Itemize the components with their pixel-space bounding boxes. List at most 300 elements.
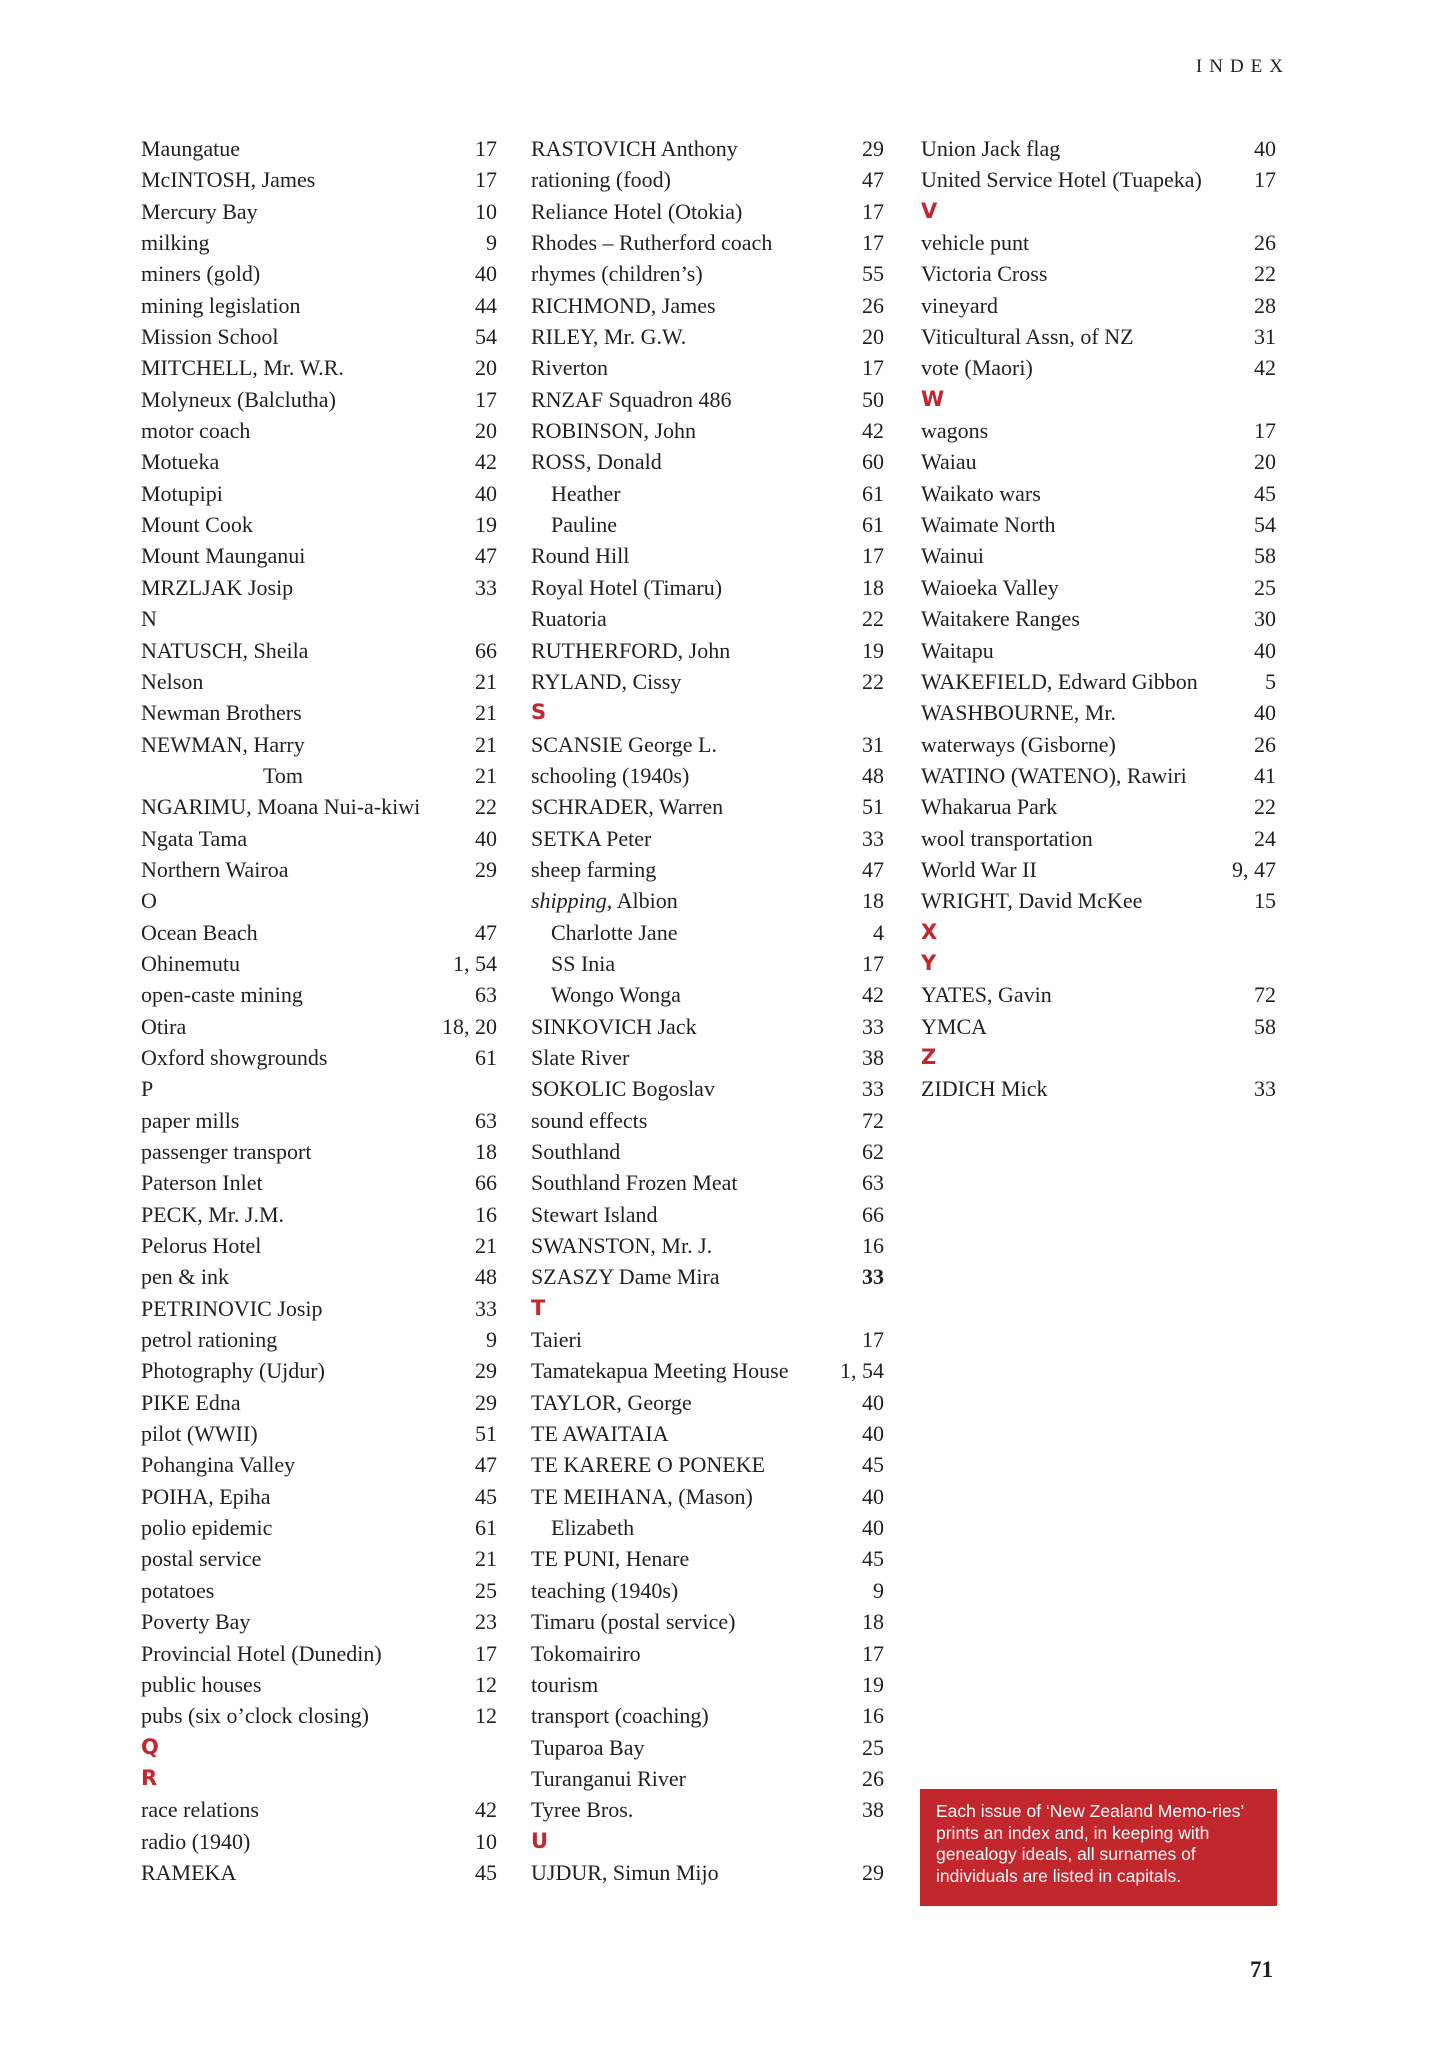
index-entry — [141, 572, 497, 603]
entry-pages: 50 — [862, 386, 884, 412]
index-entry — [531, 196, 884, 227]
entry-term: Southland — [531, 1139, 621, 1164]
index-entry — [921, 697, 1276, 728]
entry-term: Newman Brothers — [141, 700, 302, 726]
entry-term: sound effects — [531, 1107, 648, 1133]
entry-term: Ohinemutu — [141, 950, 240, 976]
index-entry — [141, 1387, 497, 1418]
entry-term: Southland Frozen Meat — [531, 1170, 738, 1196]
entry-pages: 21 — [475, 700, 497, 726]
entry-term: Otira — [141, 1013, 187, 1039]
index-entry — [531, 572, 884, 603]
entry-term: Waitapu — [921, 637, 994, 663]
entry-term: Maungatue — [141, 136, 240, 161]
letter-heading: Z — [921, 1044, 937, 1069]
entry-term: paper mills — [141, 1107, 240, 1133]
entry-pages: 33 — [475, 1295, 497, 1321]
note-box — [920, 1789, 1277, 1906]
entry-pages: 40 — [475, 825, 497, 851]
entry-term: race relations — [141, 1797, 259, 1823]
entry-term: pubs (six o’clock closing) — [141, 1703, 369, 1729]
index-entry — [141, 1669, 497, 1700]
index-entry — [141, 415, 497, 446]
entry-term: vote (Maori) — [921, 355, 1033, 381]
index-entry — [141, 948, 497, 979]
index-entry — [531, 227, 884, 258]
index-entry — [141, 352, 497, 383]
entry-pages: 45 — [1254, 480, 1276, 506]
entry-pages: 18, 20 — [442, 1013, 497, 1039]
entry-pages: 26 — [862, 1765, 884, 1791]
entry-pages: 20 — [475, 355, 497, 381]
entry-term: UJDUR, Simun Mijo — [531, 1859, 719, 1885]
letter-heading: O — [141, 888, 157, 914]
letter-heading: Y — [921, 950, 937, 975]
entry-term: waterways (Gisborne) — [921, 731, 1116, 757]
entry-term: United Service Hotel (Tuapeka) — [921, 167, 1202, 193]
index-entry — [141, 1261, 497, 1292]
index-entry — [141, 446, 497, 477]
entry-term: PIKE Edna — [141, 1389, 241, 1415]
index-entry — [141, 1700, 497, 1731]
index-entry — [531, 1638, 884, 1669]
entry-pages: 45 — [862, 1546, 884, 1572]
entry-term: RAMEKA — [141, 1859, 237, 1885]
entry-pages: 33 — [1254, 1076, 1276, 1102]
index-entry — [531, 1732, 884, 1763]
index-entry — [141, 164, 497, 195]
entry-term: tourism — [531, 1671, 599, 1697]
entry-pages: 9, 47 — [1232, 856, 1276, 882]
entry-pages: 29 — [475, 1358, 497, 1384]
entry-term: petrol rationing — [141, 1327, 278, 1353]
entry-pages: 58 — [1254, 1013, 1276, 1039]
index-entry — [531, 1700, 884, 1731]
index-entry — [141, 917, 497, 948]
entry-pages: 48 — [475, 1264, 497, 1290]
entry-pages: 54 — [1254, 512, 1276, 538]
running-head-title: INDEX — [1195, 56, 1290, 77]
entry-term: Round Hill — [531, 543, 630, 569]
entry-pages: 16 — [862, 1233, 884, 1259]
index-entry — [531, 666, 884, 697]
entry-pages: 21 — [475, 762, 497, 788]
entry-pages: 22 — [1254, 794, 1276, 820]
entry-pages: 47 — [862, 856, 884, 882]
entry-pages: 40 — [862, 1421, 884, 1447]
letter-heading: N — [141, 606, 157, 632]
entry-term: pen & ink — [141, 1264, 229, 1290]
index-entry — [921, 227, 1276, 258]
entry-term: Tokomairiro — [531, 1640, 641, 1666]
index-entry — [531, 1136, 884, 1167]
entry-pages: 17 — [862, 230, 884, 256]
index-entry — [531, 1543, 884, 1574]
entry-pages: 61 — [475, 1044, 497, 1070]
index-subentry — [531, 917, 884, 948]
entry-pages: 22 — [862, 668, 884, 694]
entry-pages: 22 — [475, 794, 497, 820]
entry-term: Pelorus Hotel — [141, 1233, 262, 1259]
entry-pages: 33 — [862, 825, 884, 851]
entry-term: Turanganui River — [531, 1765, 687, 1791]
entry-term: YMCA — [921, 1013, 988, 1039]
entry-pages: 1, 54 — [453, 950, 497, 976]
entry-pages: 1, 54 — [840, 1358, 884, 1384]
entry-term: ROSS, Donald — [531, 449, 662, 475]
entry-pages: 62 — [862, 1139, 884, 1164]
entry-pages: 12 — [475, 1671, 497, 1697]
entry-pages: 41 — [1254, 762, 1276, 788]
index-entry — [921, 635, 1276, 666]
entry-pages: 47 — [475, 919, 497, 945]
entry-pages: 33 — [862, 1076, 884, 1102]
entry-term: Northern Wairoa — [141, 856, 289, 882]
index-entry — [141, 1449, 497, 1480]
entry-term: Tuparoa Bay — [531, 1734, 645, 1760]
index-entry — [531, 258, 884, 289]
entry-term: Charlotte Jane — [551, 919, 678, 945]
entry-term: Nelson — [141, 668, 204, 694]
entry-term: Motueka — [141, 449, 220, 475]
index-entry — [531, 885, 884, 916]
index-entry — [141, 478, 497, 509]
entry-term: Timaru (postal service) — [531, 1609, 736, 1635]
entry-pages: 21 — [475, 1233, 497, 1259]
index-entry — [531, 1042, 884, 1073]
entry-pages: 5 — [1265, 668, 1276, 694]
index-entry — [141, 1575, 497, 1606]
index-column-3 — [921, 133, 1276, 1105]
entry-term: Pohangina Valley — [141, 1452, 296, 1478]
entry-term: Victoria Cross — [921, 261, 1048, 287]
index-entry — [531, 1449, 884, 1480]
entry-pages: 29 — [475, 856, 497, 882]
entry-term: ROBINSON, John — [531, 418, 697, 444]
index-entry — [531, 1011, 884, 1042]
index-entry — [531, 1763, 884, 1794]
entry-pages: 16 — [475, 1201, 497, 1227]
entry-pages: 15 — [1254, 888, 1276, 914]
entry-term: Tyree Bros. — [531, 1797, 634, 1823]
entry-pages: 42 — [475, 449, 497, 475]
entry-term: Rhodes – Rutherford coach — [531, 230, 773, 256]
entry-pages: 10 — [475, 1828, 497, 1854]
entry-term: Stewart Island — [531, 1201, 658, 1227]
entry-pages: 22 — [862, 606, 884, 632]
entry-term-rest: Albion — [612, 888, 678, 914]
entry-pages: 48 — [862, 762, 884, 788]
entry-term: TE MEIHANA, (Mason) — [531, 1483, 753, 1509]
index-entry — [921, 352, 1276, 383]
entry-term: Wainui — [921, 543, 984, 569]
index-entry — [141, 196, 497, 227]
entry-term: MRZLJAK Josip — [141, 574, 294, 600]
index-entry — [141, 729, 497, 760]
entry-term: WATINO (WATENO), Rawiri — [921, 762, 1187, 788]
entry-pages: 24 — [1254, 825, 1276, 851]
entry-pages: 42 — [475, 1797, 497, 1823]
entry-term: SCHRADER, Warren — [531, 794, 724, 820]
entry-term: vehicle punt — [921, 230, 1030, 256]
entry-pages: 9 — [486, 230, 497, 256]
index-entry — [141, 979, 497, 1010]
entry-pages: 23 — [475, 1609, 497, 1635]
entry-term: Ruatoria — [531, 606, 607, 632]
index-entry — [531, 1481, 884, 1512]
index-entry — [531, 1418, 884, 1449]
index-entry — [141, 133, 497, 164]
entry-pages: 42 — [862, 982, 884, 1008]
index-column-1 — [141, 133, 497, 1888]
entry-term: SZASZY Dame Mira — [531, 1264, 720, 1290]
index-entry — [531, 352, 884, 383]
entry-pages: 17 — [475, 136, 497, 161]
entry-term: wool transportation — [921, 825, 1093, 851]
entry-term: potatoes — [141, 1577, 215, 1603]
index-entry — [141, 1857, 497, 1888]
entry-pages: 47 — [862, 167, 884, 193]
index-entry — [141, 635, 497, 666]
index-entry — [531, 1073, 884, 1104]
index-entry — [141, 540, 497, 571]
index-entry — [531, 133, 884, 164]
entry-pages: 19 — [862, 1671, 884, 1697]
entry-term: Waiau — [921, 449, 977, 475]
entry-term: Pauline — [551, 512, 617, 538]
entry-term: TE KARERE O PONEKE — [531, 1452, 766, 1478]
entry-term: postal service — [141, 1546, 262, 1572]
index-entry — [921, 321, 1276, 352]
entry-pages: 18 — [862, 574, 884, 600]
entry-pages: 31 — [862, 731, 884, 757]
index-entry — [921, 290, 1276, 321]
entry-pages: 55 — [862, 261, 884, 287]
entry-term: TE PUNI, Henare — [531, 1546, 690, 1572]
entry-term: wagons — [921, 418, 989, 444]
index-subentry — [531, 948, 884, 979]
index-entry — [531, 791, 884, 822]
index-entry — [921, 823, 1276, 854]
index-entry — [921, 509, 1276, 540]
index-entry — [141, 1230, 497, 1261]
entry-term-italic: shipping, — [531, 888, 613, 914]
entry-term: RUTHERFORD, John — [531, 637, 731, 663]
entry-term: Waioeka Valley — [921, 574, 1059, 600]
entry-pages: 4 — [873, 919, 884, 945]
entry-term: NATUSCH, Sheila — [141, 637, 309, 663]
index-entry — [141, 1418, 497, 1449]
index-entry — [921, 1073, 1276, 1104]
entry-pages: 17 — [862, 1327, 884, 1353]
index-entry — [141, 1355, 497, 1386]
index-entry — [531, 760, 884, 791]
index-entry — [531, 1669, 884, 1700]
index-entry — [141, 666, 497, 697]
entry-pages: 42 — [862, 418, 884, 444]
entry-term: Royal Hotel (Timaru) — [531, 574, 723, 600]
entry-term: transport (coaching) — [531, 1703, 709, 1729]
entry-term: Oxford showgrounds — [141, 1044, 328, 1070]
entry-pages: 22 — [1254, 261, 1276, 287]
index-entry — [141, 1606, 497, 1637]
index-entry — [921, 446, 1276, 477]
index-entry — [921, 258, 1276, 289]
entry-term: Ocean Beach — [141, 919, 258, 945]
index-entry — [141, 1543, 497, 1574]
entry-pages: 25 — [1254, 574, 1276, 600]
letter-heading: V — [921, 198, 938, 223]
entry-pages: 40 — [475, 261, 497, 287]
entry-pages: 21 — [475, 731, 497, 757]
index-entry — [921, 415, 1276, 446]
entry-pages: 17 — [862, 355, 884, 381]
entry-pages: 17 — [862, 198, 884, 224]
entry-term: World War II — [921, 856, 1037, 882]
entry-term: sheep farming — [531, 856, 657, 882]
entry-term: SCANSIE George L. — [531, 731, 717, 757]
entry-term: POIHA, Epiha — [141, 1483, 271, 1509]
index-entry — [141, 854, 497, 885]
entry-term: Poverty Bay — [141, 1609, 251, 1635]
index-entry — [141, 258, 497, 289]
index-entry — [141, 290, 497, 321]
entry-term: Waikato wars — [921, 480, 1041, 506]
entry-term: passenger transport — [141, 1139, 312, 1164]
entry-pages: 17 — [475, 167, 497, 193]
index-entry — [531, 1794, 884, 1825]
index-entry — [921, 478, 1276, 509]
entry-term: Union Jack flag — [921, 136, 1061, 161]
entry-term: WRIGHT, David McKee — [921, 888, 1143, 914]
index-entry — [531, 1387, 884, 1418]
entry-pages: 25 — [475, 1577, 497, 1603]
index-entry — [141, 823, 497, 854]
entry-pages: 40 — [862, 1515, 884, 1541]
entry-pages: 17 — [475, 386, 497, 412]
index-entry — [531, 1261, 884, 1292]
entry-term: SINKOVICH Jack — [531, 1013, 697, 1039]
entry-pages: 19 — [475, 512, 497, 538]
entry-term: WAKEFIELD, Edward Gibbon — [921, 668, 1198, 694]
index-entry — [141, 1136, 497, 1167]
entry-term: Mission School — [141, 324, 279, 350]
entry-term: Whakarua Park — [921, 794, 1058, 820]
entry-pages: 21 — [475, 1546, 497, 1572]
entry-pages: 54 — [475, 324, 497, 350]
entry-pages: 61 — [862, 480, 884, 506]
entry-pages: 66 — [475, 1170, 497, 1196]
entry-pages: 31 — [1254, 324, 1276, 350]
index-entry — [921, 979, 1276, 1010]
entry-term: Motupipi — [141, 480, 223, 506]
entry-pages: 28 — [1254, 292, 1276, 318]
entry-pages: 38 — [862, 1797, 884, 1823]
entry-term: Molyneux (Balclutha) — [141, 386, 336, 412]
entry-pages: 29 — [862, 1859, 884, 1885]
index-entry — [531, 1324, 884, 1355]
entry-pages: 66 — [475, 637, 497, 663]
entry-pages: 21 — [475, 668, 497, 694]
entry-pages: 29 — [862, 136, 884, 161]
entry-pages: 44 — [475, 292, 497, 318]
entry-pages: 38 — [862, 1044, 884, 1070]
entry-pages: 61 — [475, 1515, 497, 1541]
entry-term: Ngata Tama — [141, 825, 248, 851]
entry-pages: 19 — [862, 637, 884, 663]
entry-pages: 72 — [1254, 982, 1276, 1008]
index-entry — [531, 1230, 884, 1261]
entry-pages: 33 — [475, 574, 497, 600]
entry-term: miners (gold) — [141, 261, 261, 287]
entry-term: Mount Cook — [141, 512, 253, 538]
entry-pages: 18 — [475, 1139, 497, 1164]
entry-pages: 18 — [862, 888, 884, 914]
entry-term: Mercury Bay — [141, 198, 258, 224]
entry-pages: 26 — [1254, 230, 1276, 256]
index-entry — [921, 164, 1276, 195]
entry-pages: 47 — [475, 1452, 497, 1478]
entry-pages: 9 — [873, 1577, 884, 1603]
index-entry — [531, 384, 884, 415]
index-entry — [141, 1638, 497, 1669]
entry-term: milking — [141, 230, 210, 256]
entry-term: Reliance Hotel (Otokia) — [531, 198, 743, 224]
entry-term: TAYLOR, George — [531, 1389, 692, 1415]
entry-term: RILEY, Mr. G.W. — [531, 324, 687, 350]
entry-pages: 51 — [475, 1421, 497, 1447]
index-subentry — [531, 979, 884, 1010]
entry-pages: 45 — [862, 1452, 884, 1478]
entry-term: RNZAF Squadron 486 — [531, 386, 732, 412]
entry-term: rationing (food) — [531, 167, 671, 193]
index-entry — [921, 791, 1276, 822]
index-subentry — [531, 1512, 884, 1543]
entry-term: Slate River — [531, 1044, 630, 1070]
index-entry — [921, 854, 1276, 885]
index-entry — [921, 603, 1276, 634]
entry-pages: 12 — [475, 1703, 497, 1729]
entry-term: polio epidemic — [141, 1515, 273, 1541]
entry-term: motor coach — [141, 418, 251, 444]
index-entry — [141, 1011, 497, 1042]
index-subentry — [531, 478, 884, 509]
entry-pages: 61 — [862, 512, 884, 538]
entry-term: RASTOVICH Anthony — [531, 136, 738, 161]
entry-term: Taieri — [531, 1327, 582, 1353]
entry-term: Provincial Hotel (Dunedin) — [141, 1640, 382, 1666]
entry-term: Tom — [263, 762, 304, 788]
entry-pages: 26 — [862, 292, 884, 318]
index-entry — [531, 603, 884, 634]
entry-pages: 17 — [1254, 167, 1276, 193]
entry-term: PECK, Mr. J.M. — [141, 1201, 285, 1227]
entry-term: mining legislation — [141, 292, 301, 318]
letter-heading: Q — [141, 1734, 159, 1759]
entry-term: NGARIMU, Moana Nui-a-kiwi — [141, 794, 421, 820]
entry-pages: 25 — [862, 1734, 884, 1760]
entry-pages: 18 — [862, 1609, 884, 1635]
entry-term: SS Inia — [551, 950, 616, 976]
entry-pages: 40 — [475, 480, 497, 506]
index-subentry — [141, 760, 497, 791]
index-entry — [921, 760, 1276, 791]
entry-pages: 30 — [1254, 606, 1276, 632]
entry-term: Riverton — [531, 355, 608, 381]
index-entry — [141, 791, 497, 822]
entry-term: Viticultural Assn, of NZ — [921, 324, 1134, 350]
index-entry — [141, 227, 497, 258]
